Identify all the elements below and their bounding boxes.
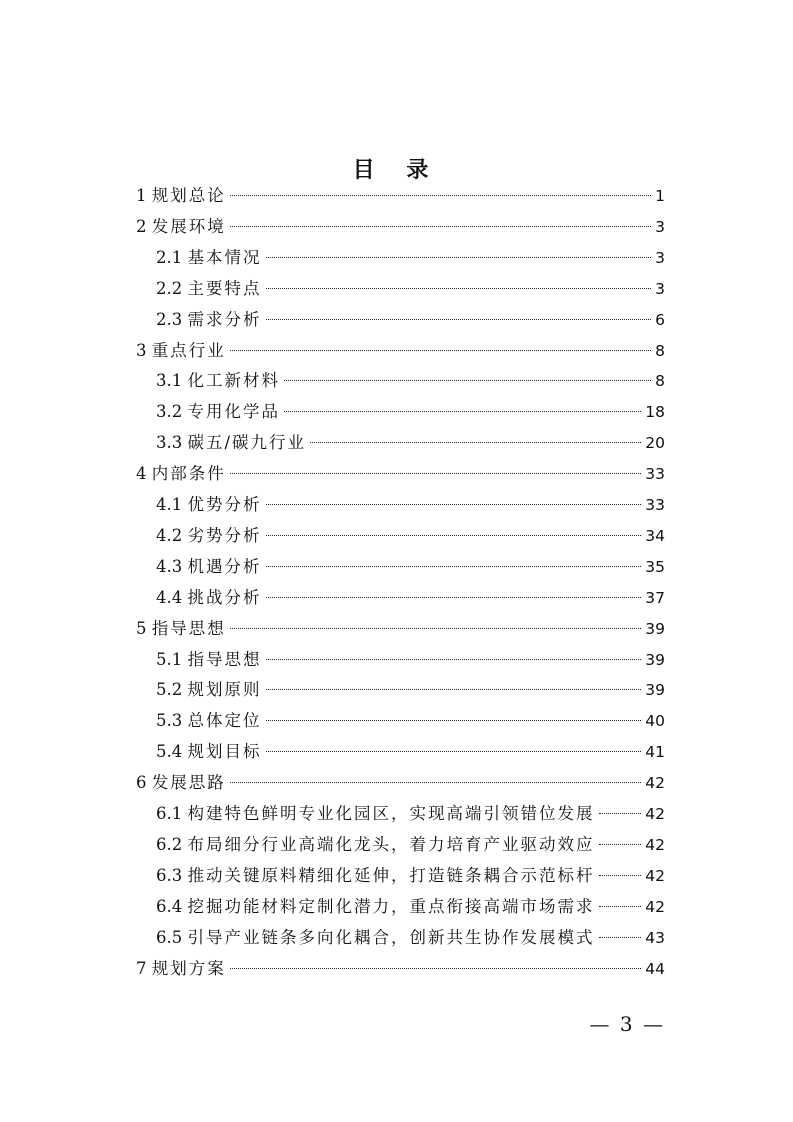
toc-leader-dots [266,720,642,721]
toc-entry-number: 6.2 [156,834,188,854]
toc-leader-dots [230,195,651,196]
toc-entry-number: 4.1 [156,495,188,514]
toc-entry-number: 5.2 [156,680,188,700]
toc-entry-label: 内部条件 [151,464,226,484]
toc-leader-dots [230,226,651,227]
toc-entry-page: 39 [645,619,665,638]
toc-leader-dots [310,442,641,443]
toc-entry-page: 18 [645,403,665,422]
toc-entry-label: 推动关键原料精细化延伸，打造链条耦合示范标杆 [187,865,595,885]
page-number: — 3 — [589,1012,665,1036]
toc-entry-label: 规划目标 [187,742,262,762]
toc-entry[interactable] [156,892,665,922]
toc-leader-dots [266,689,642,690]
toc-entry-label: 专用化学品 [187,402,280,422]
toc-entry-label: 重点行业 [151,340,226,360]
toc-leader-dots [284,411,641,412]
toc-entry-page: 41 [645,743,665,762]
toc-entry-number: 6.5 [156,927,188,947]
toc-entry-number: 2.2 [156,278,188,298]
page-title: 目 录 [352,158,441,183]
toc-entry-label: 优势分析 [187,495,262,514]
toc-entry-page: 42 [645,774,665,793]
toc-entry-page: 42 [645,897,665,916]
toc-entry[interactable] [156,861,665,891]
toc-entry-label: 构建特色鲜明专业化园区，实现高端引领错位发展 [187,804,595,823]
toc-leader-dots [266,257,652,258]
toc-entry-page: 34 [645,526,665,545]
toc-leader-dots [266,504,642,505]
toc-leader-dots [230,473,642,474]
toc-leader-dots [230,350,651,351]
toc-entry[interactable] [136,768,665,798]
toc-entry-number: 3.3 [156,433,188,453]
toc-entry-page: 3 [655,248,665,267]
toc-leader-dots [599,937,642,938]
toc-entry[interactable] [156,428,665,458]
toc-entry-number: 4.2 [156,525,188,545]
toc-entry-number: 2.3 [156,309,188,329]
toc-entry-page: 42 [645,835,665,854]
toc-entry-page: 33 [645,496,665,514]
toc-entry[interactable] [156,305,665,335]
toc-entry-label: 主要特点 [187,278,262,298]
toc-entry-page: 3 [655,217,665,236]
toc-entry[interactable] [136,336,665,366]
toc-entry-page: 42 [645,805,665,823]
toc-entry-label: 基本情况 [187,247,262,267]
toc-entry-label: 机遇分析 [187,556,262,576]
toc-leader-dots [599,844,642,845]
toc-entry-page: 40 [645,712,665,731]
toc-entry-number: 2 [136,216,152,236]
toc-entry[interactable] [156,923,665,953]
toc-entry[interactable] [156,397,665,427]
toc-leader-dots [266,535,642,536]
toc-entry[interactable] [156,645,665,675]
toc-entry-number: 5.1 [156,649,188,669]
toc-entry-label: 化工新材料 [187,371,280,391]
toc-entry-number: 4 [136,464,152,484]
toc-leader-dots [266,659,642,660]
toc-entry-number: 2.1 [156,247,188,267]
toc-entry-label: 发展思路 [151,773,226,793]
toc-entry[interactable] [156,366,665,396]
toc-entry-number: 6.3 [156,865,188,885]
toc-entry[interactable] [156,737,665,767]
toc-leader-dots [266,751,642,752]
toc-entry-label: 规划方案 [151,958,226,978]
toc-entry[interactable] [156,552,665,582]
toc-entry-page: 20 [645,434,665,453]
toc-entry-number: 4.3 [156,556,188,576]
toc-entry-page: 8 [655,372,665,391]
toc-entry-number: 3.2 [156,402,188,422]
toc-entry[interactable] [156,490,665,520]
toc-entry[interactable] [156,675,665,705]
toc-entry-label: 劣势分析 [187,525,262,545]
toc-entry[interactable] [156,830,665,860]
toc-leader-dots [599,906,642,907]
toc-entry[interactable] [156,583,665,613]
toc-entry-page: 39 [645,650,665,669]
toc-entry-number: 6 [136,773,152,793]
toc-leader-dots [266,566,642,567]
toc-entry-label: 指导思想 [187,649,262,669]
toc-entry[interactable] [156,799,665,829]
toc-entry-label: 发展环境 [151,216,226,236]
toc-entry-label: 布局细分行业高端化龙头，着力培育产业驱动效应 [187,834,595,854]
toc-entry-label: 碳五/碳九行业 [187,433,307,453]
toc-leader-dots [266,319,652,320]
toc-entry[interactable] [136,459,665,489]
toc-entry-page: 3 [655,279,665,298]
toc-entry-number: 3.1 [156,371,188,391]
toc-entry-label: 规划总论 [151,186,226,205]
toc-entry-label: 总体定位 [187,711,262,731]
toc-entry[interactable] [156,521,665,551]
toc-entry-label: 挑战分析 [187,587,262,607]
toc-entry-label: 需求分析 [187,309,262,329]
toc-leader-dots [266,597,642,598]
toc-leader-dots [230,968,642,969]
toc-entry[interactable] [136,181,665,211]
toc-entry-number: 5.4 [156,742,188,762]
toc-entry-label: 挖掘功能材料定制化潜力，重点衔接高端市场需求 [187,896,595,916]
toc-entry-page: 44 [645,959,665,978]
toc-entry[interactable] [136,954,665,984]
toc-entry-label: 规划原则 [187,680,262,700]
toc-entry[interactable] [156,706,665,736]
toc-leader-dots [230,782,642,783]
toc-entry-number: 4.4 [156,587,188,607]
toc-entry-page: 6 [655,310,665,329]
toc-entry-number: 5 [136,618,152,638]
toc-leader-dots [599,875,642,876]
toc-leader-dots [284,380,651,381]
toc-entry[interactable] [136,614,665,644]
toc-entry[interactable] [156,243,665,273]
toc-leader-dots [266,288,652,289]
toc-entry-page: 33 [645,465,665,484]
toc-entry-number: 6.1 [156,804,188,823]
toc-entry-number: 3 [136,340,152,360]
toc-leader-dots [230,628,642,629]
toc-leader-dots [599,813,642,814]
toc-entry-number: 1 [136,186,152,205]
toc-entry-page: 39 [645,681,665,700]
toc-entry-label: 指导思想 [151,618,226,638]
toc-entry-page: 42 [645,866,665,885]
toc-entry[interactable] [136,212,665,242]
toc-entry-page: 8 [655,341,665,360]
toc-entry[interactable] [156,274,665,304]
toc-entry-page: 37 [645,588,665,607]
toc-entry-page: 43 [645,928,665,947]
toc-entry-number: 6.4 [156,896,188,916]
toc-entry-page: 1 [655,187,665,205]
toc-entry-label: 引导产业链条多向化耦合，创新共生协作发展模式 [187,927,595,947]
toc-entry-number: 5.3 [156,711,188,731]
toc-entry-number: 7 [136,958,152,978]
toc-entry-page: 35 [645,557,665,576]
